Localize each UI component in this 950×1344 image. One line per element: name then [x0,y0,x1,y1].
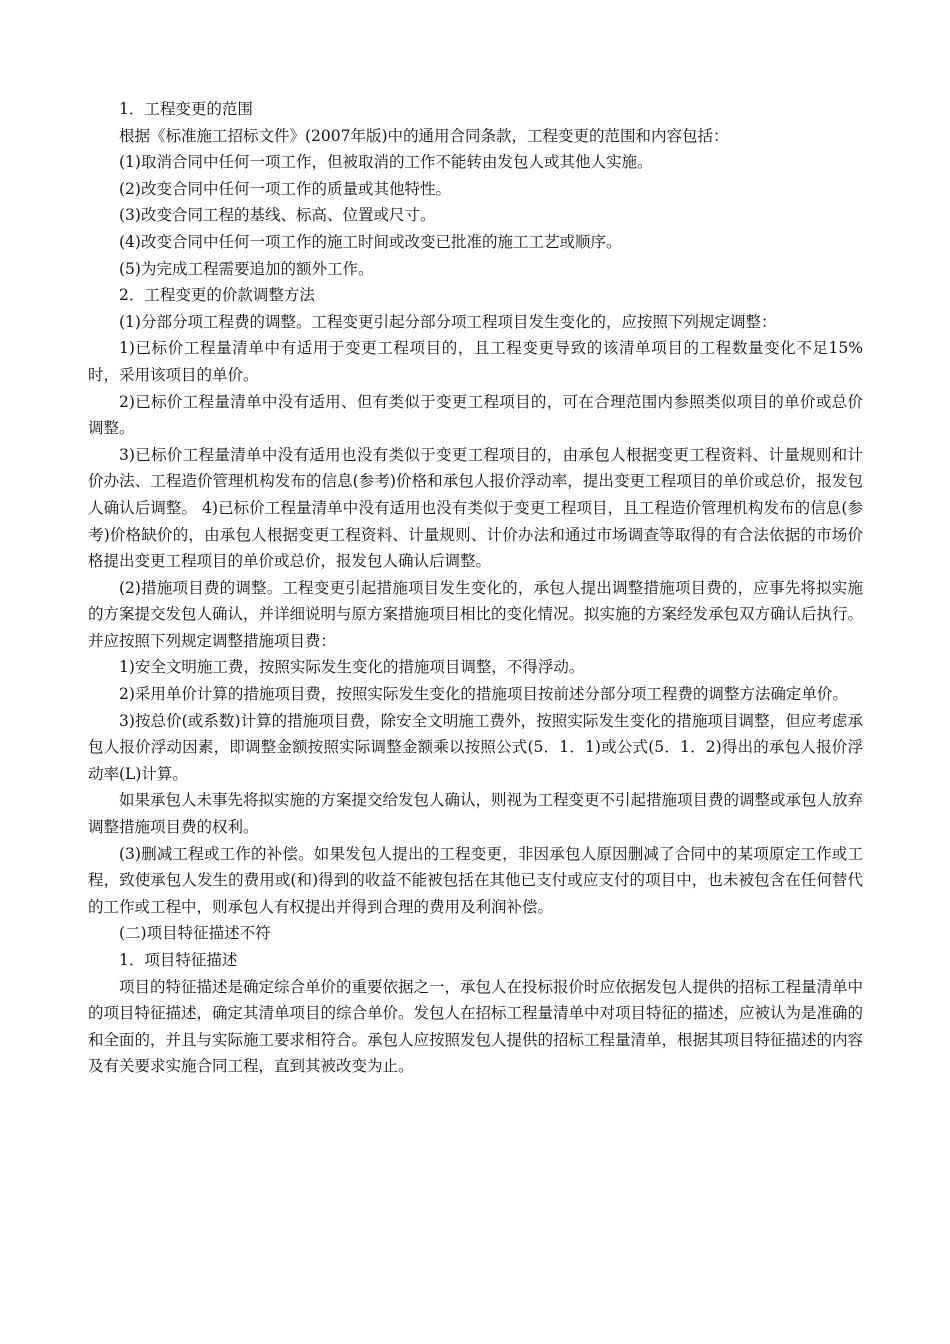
heading-change-scope: 1．工程变更的范围 [119,100,253,118]
paragraph: 根据《标准施工招标文件》(2007年版)中的通用合同条款，工程变更的范围和内容包括： [119,126,729,145]
list-item: (4)改变合同中任何一项工作的施工时间或改变已批准的施工工艺或顺序。 [119,232,622,251]
paragraph: 2)已标价工程量清单中没有适用、但有类似于变更工程项目的，可在合理范围内参照类似项目的单价或总价调整。 [88,392,863,438]
heading-feature-mismatch: (二)项目特征描述不符 [119,924,271,943]
paragraph: 1)安全文明施工费，按照实际发生变化的措施项目调整，不得浮动。 [119,658,585,677]
paragraph: 如果承包人未事先将拟实施的方案提交给发包人确认，则视为工程变更不引起措施项目费的调整或承包人放弃调整措施项目费的权利。 [88,791,864,837]
paragraph: 2)采用单价计算的措施项目费，按照实际发生变化的措施项目按前述分部分项工程费的调整方法确定单价。 [119,685,848,704]
list-item: (5)为完成工程需要追加的额外工作。 [119,259,374,278]
heading-price-adjustment: 2．工程变更的价款调整方法 [119,286,315,305]
paragraph: 1)已标价工程量清单中有适用于变更工程项目的，且工程变更导致的该清单项目的工程数量变化不足15%时，采用该项目的单价。 [88,339,863,384]
list-item: (2)改变合同中任何一项工作的质量或其他特性。 [119,179,451,198]
paragraph: 3)已标价工程量清单中没有适用也没有类似于变更工程项目的，由承包人根据变更工程资料、计量规则和计价办法、工程造价管理机构发布的信息(参考)价格和承包人报价浮动率，提出变更工程项目的单价或总价，报发包人确认后调整。 4)已标价工程量清单中没有适用也没有类似于变更工程项目，且工程造价管理机构发布的信息(参考)价格缺价的，由承包人根据变更工程资料、计量规则、计价办法和通过市场调查等取得的有合法依据的市场价格提出变更工程项目的单价或总价，报发包人确认后调整。 [88,445,863,571]
paragraph: (3)删减工程或工作的补偿。如果发包人提出的工程变更，非因承包人原因删减了合同中的某项原定工作或工程，致使承包人发生的费用或(和)得到的收益不能被包括在其他已支付或应支付的项目中，也未被包含在任何替代的工作或工程中，则承包人有权提出并得到合理的费用及利润补偿。 [88,844,863,916]
paragraph: 项目的特征描述是确定综合单价的重要依据之一，承包人在投标报价时应依据发包人提供的招标工程量清单中的项目特征描述，确定其清单项目的综合单价。发包人在招标工程量清单中对项目特征的描述，应被认为是准确的和全面的，并且与实际施工要求相符合。承包人应按照发包人提供的招标工程量清单，根据其项目特征描述的内容及有关要求实施合同工程，直到其被改变为止。 [88,977,864,1076]
paragraph: (2)措施项目费的调整。工程变更引起措施项目发生变化的，承包人提出调整措施项目费的，应事先将拟实施的方案提交发包人确认，并详细说明与原方案措施项目相比的变化情况。拟实施的方案经发承包双方确认后执行。并应按照下列规定调整措施项目费： [88,578,864,650]
list-item: (1)取消合同中任何一项工作，但被取消的工作不能转由发包人或其他人实施。 [119,153,653,172]
paragraph: (1)分部分项工程费的调整。工程变更引起分部分项工程项目发生变化的，应按照下列规定调整： [119,312,777,331]
paragraph: 3)按总价(或系数)计算的措施项目费，除安全文明施工费外，按照实际发生变化的措施项目调整，但应考虑承包人报价浮动因素，即调整金额按照实际调整金额乘以按照公式(5．1．1)或公式(5．1．2)得出的承包人报价浮动率(L)计算。 [88,711,863,783]
list-item: (3)改变合同工程的基线、标高、位置或尺寸。 [119,206,436,225]
document-body [88,96,863,1080]
heading-feature-description: 1．项目特征描述 [119,951,238,969]
